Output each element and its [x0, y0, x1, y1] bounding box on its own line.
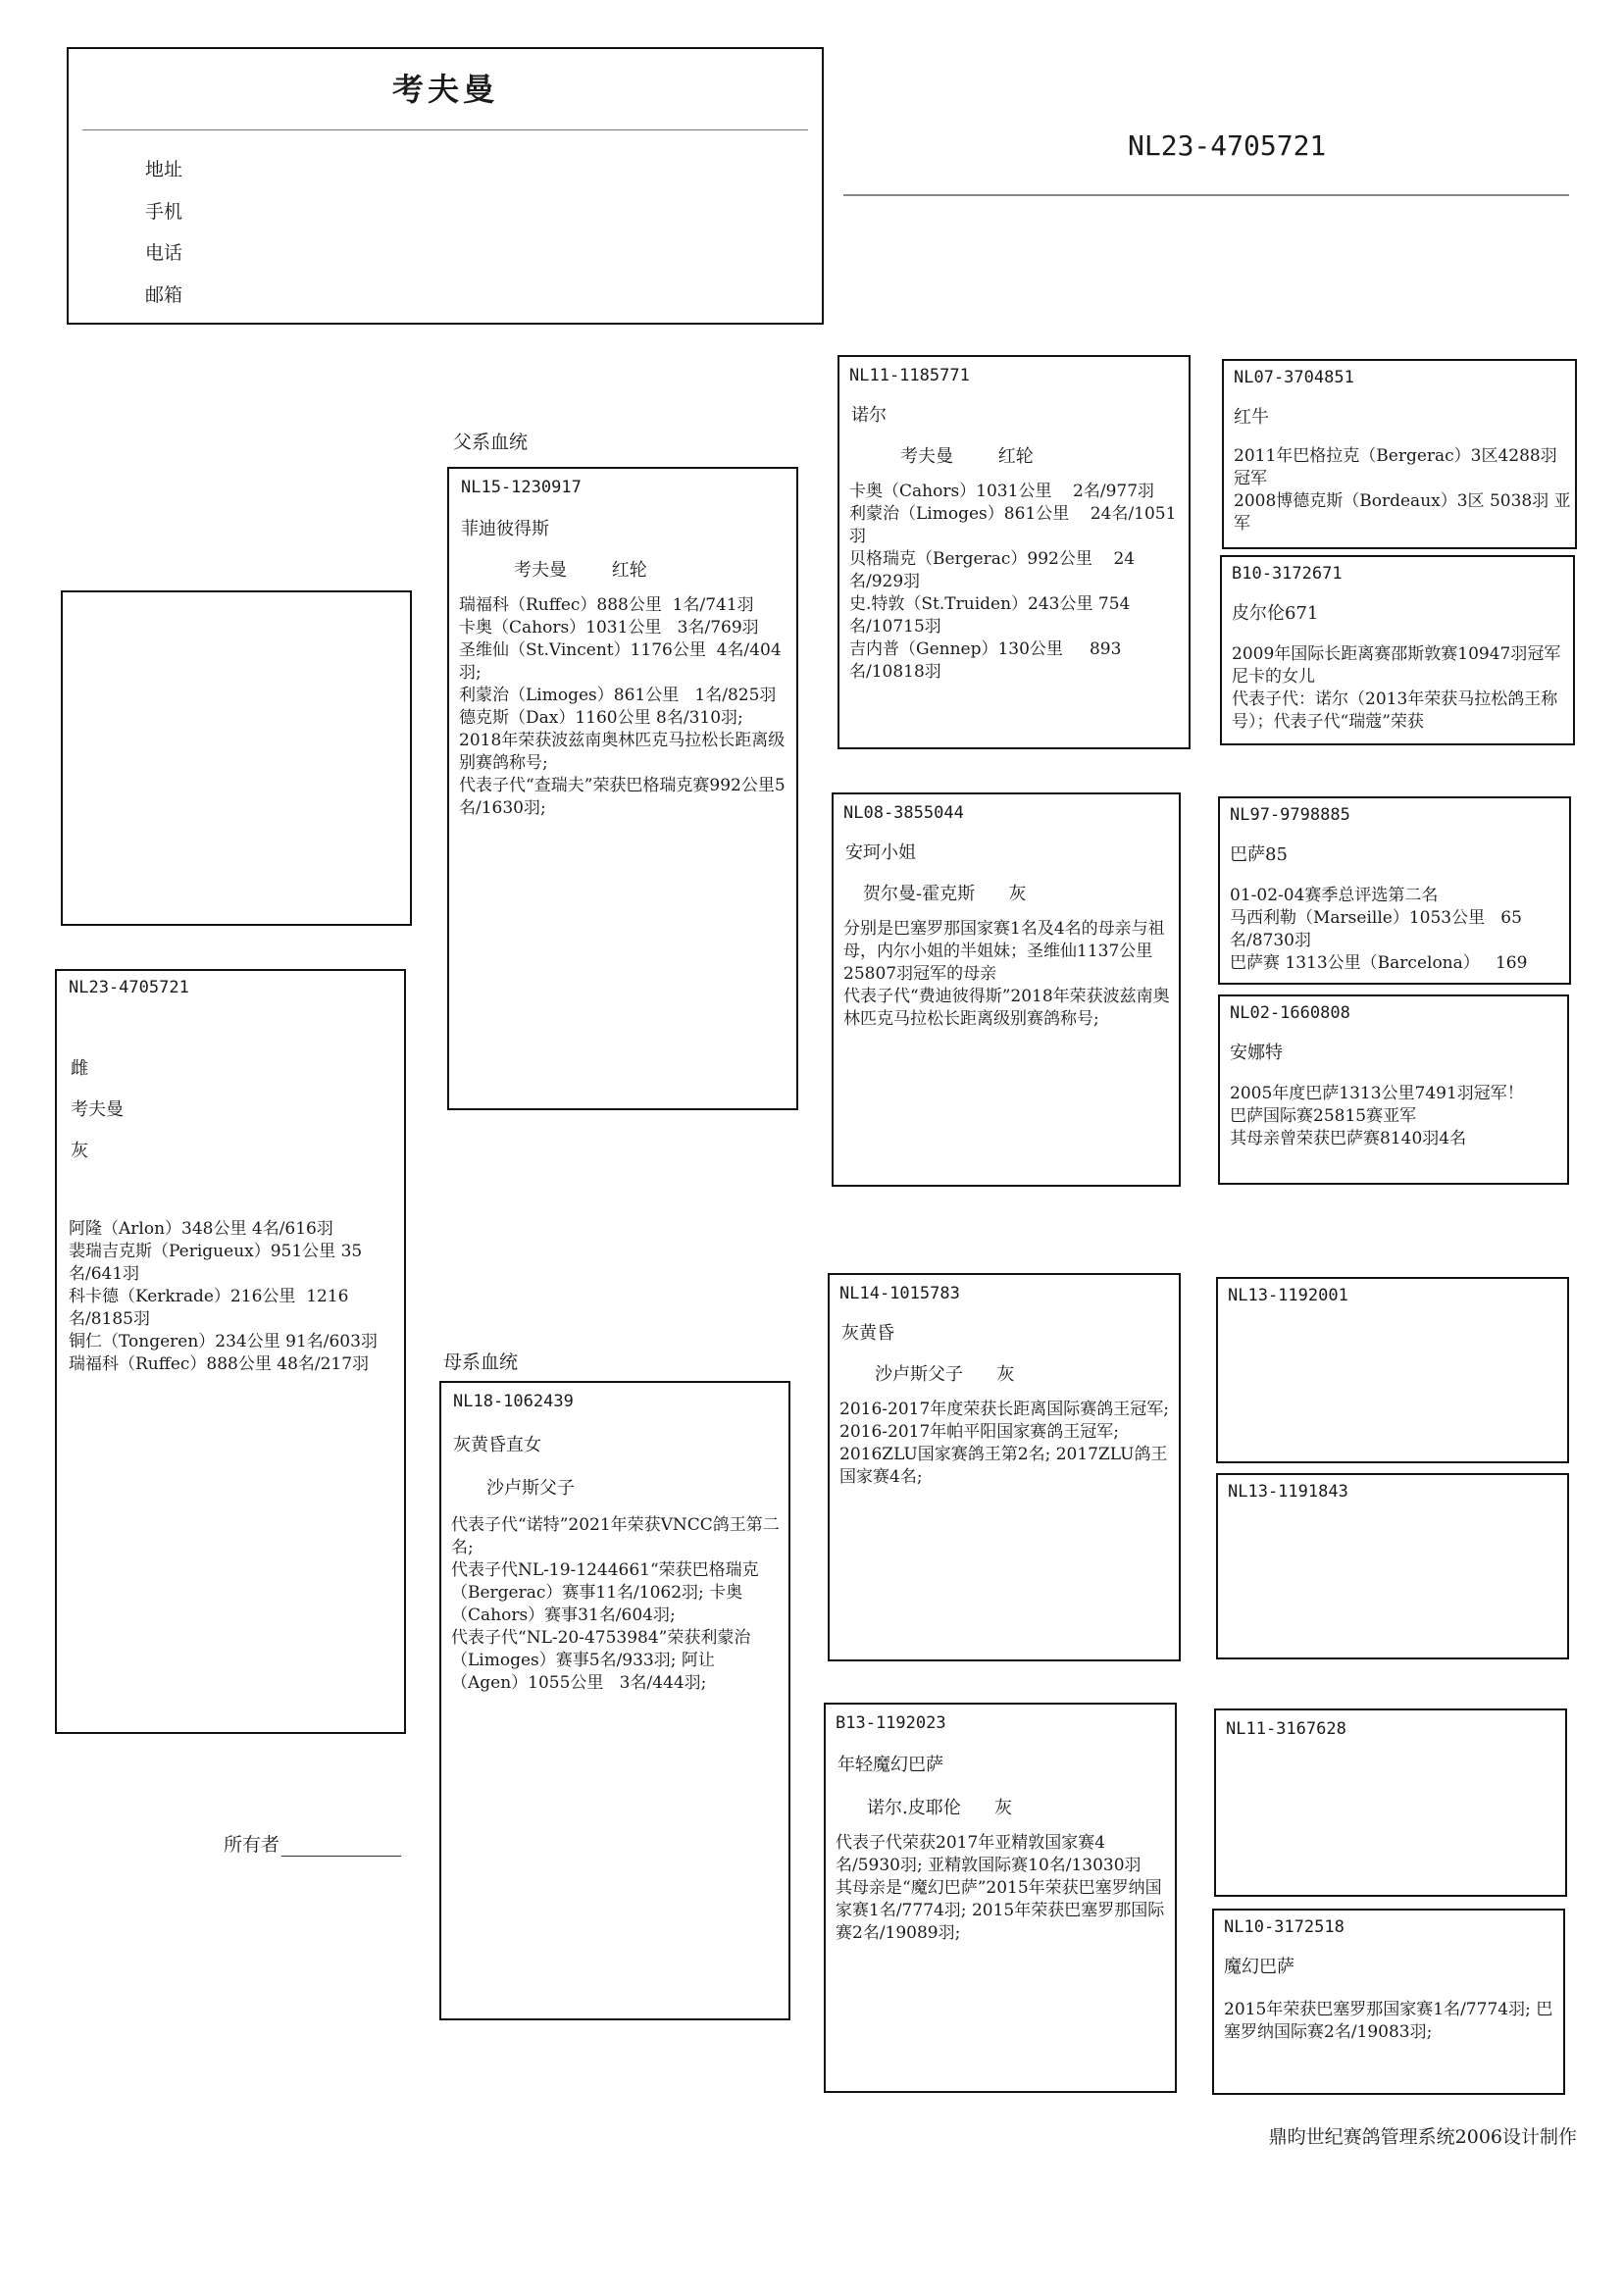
sdd-name: 安娜特 — [1230, 1043, 1283, 1063]
ss-breeder-color: 考夫曼 红轮 — [900, 446, 1034, 467]
subject-card — [55, 969, 406, 1734]
sd-notes: 分别是巴塞罗那国家赛1名及4名的母亲与祖母，内尔小姐的半姐妹；圣维仙1137公里25807羽冠军的母亲 代表子代“费迪彼得斯”2018年荣获波兹南奥林匹克马拉松长距离级别赛鸽称号; — [843, 919, 1170, 1029]
ddd-ring: NL10-3172518 — [1224, 1917, 1345, 1937]
dd-ring: B13-1192023 — [836, 1713, 946, 1733]
ss-notes: 卡奥（Cahors）1031公里 2名/977羽 利蒙治（Limoges）861公里 24名/1051羽 贝格瑞克（Bergerac）992公里 24名/929羽 史.特敦（St.Truiden）243公里 754名/10715羽 吉内普（Gennep）130公里 893名/10818羽 — [849, 482, 1177, 682]
footer-credit: 鼎昀世纪赛鸽管理系统2006设计制作 — [1268, 2126, 1577, 2148]
header-divider — [82, 129, 808, 130]
subject-results: 阿隆（Arlon）348公里 4名/616羽 裴瑞吉克斯（Perigueux）951公里 35名/641羽 科卡德（Kerkrade）216公里 1216名/8185羽 铜仁（Tongeren）234公里 91名/603羽 瑞福科（Ruffec）888公里 48名/217羽 — [69, 1219, 378, 1374]
owner-header-box — [67, 47, 824, 325]
ssd-ring: B10-3172671 — [1232, 564, 1343, 584]
sire-section-label: 父系血统 — [453, 432, 529, 453]
sdd-card — [1218, 994, 1569, 1185]
dds-ring: NL11-3167628 — [1226, 1719, 1346, 1739]
subject-color: 灰 — [71, 1141, 88, 1161]
sds-card — [1218, 796, 1571, 985]
ss-name: 诺尔 — [851, 405, 887, 426]
dd-breeder-color: 诺尔.皮耶伦 灰 — [867, 1798, 1013, 1818]
dss-card — [1216, 1277, 1569, 1463]
dam-card — [439, 1381, 790, 2020]
sire-sire-card — [837, 355, 1191, 749]
dam-name: 灰黄昏直女 — [453, 1435, 541, 1455]
sd-name: 安珂小姐 — [845, 842, 916, 863]
mobile-label: 手机 — [145, 201, 183, 223]
sdd-notes: 2005年度巴萨1313公里7491羽冠军！ 巴萨国际赛25815赛亚军 其母亲曾荣获巴萨赛8140羽4名 — [1230, 1084, 1524, 1148]
dam-sire-card — [828, 1273, 1181, 1661]
sd-breeder-color: 贺尔曼-霍克斯 灰 — [863, 884, 1027, 904]
dss-ring: NL13-1192001 — [1228, 1286, 1348, 1305]
sire-ring: NL15-1230917 — [461, 478, 582, 497]
header-ring-number: NL23-4705721 — [1128, 129, 1327, 162]
dsd-card — [1216, 1473, 1569, 1659]
sire-notes: 瑞福科（Ruffec）888公里 1名/741羽 卡奥（Cahors）1031公里 3名/769羽 圣维仙（St.Vincent）1176公里 4名/404羽; 利蒙治（Limoges）861公里 1名/825羽 德克斯（Dax）1160公里 8名/310羽; 2018年荣获波兹南奥林匹克马拉松长距离级别赛鸽称号; 代表子代“查瑞夫”荣获巴格瑞克赛992公里5名/1630羽; — [459, 595, 786, 818]
ddd-card — [1212, 1909, 1565, 2095]
header-ring-underline — [843, 194, 1569, 196]
owner-signature-line — [281, 1838, 401, 1857]
owner-signature-label — [224, 1830, 401, 1857]
sire-dam-card — [832, 792, 1181, 1187]
dd-notes: 代表子代荣获2017年亚精敦国家赛4名/5930羽; 亚精敦国际赛10名/13030羽 其母亲是“魔幻巴萨”2015年荣获巴塞罗纳国家赛1名/7774羽; 2015年荣获巴塞罗那国际赛2名/19089羽; — [836, 1833, 1165, 1943]
sire-breeder-color: 考夫曼 红轮 — [514, 560, 647, 581]
ds-ring: NL14-1015783 — [839, 1284, 960, 1303]
sss-name: 红牛 — [1234, 407, 1269, 428]
subject-breeder: 考夫曼 — [71, 1099, 124, 1120]
ds-breeder-color: 沙卢斯父子 灰 — [875, 1364, 1015, 1385]
address-label: 地址 — [145, 159, 183, 180]
ssd-card — [1220, 555, 1575, 745]
subject-sex: 雌 — [71, 1058, 88, 1079]
ds-notes: 2016-2017年度荣获长距离国际赛鸽王冠军; 2016-2017年帕平阳国家赛鸽王冠军; 2016ZLU国家赛鸽王第2名; 2017ZLU鸽王国家赛4名; — [839, 1400, 1169, 1487]
dam-dam-card — [824, 1703, 1177, 2093]
photo-placeholder — [61, 590, 412, 926]
owner-name: 考夫曼 — [391, 71, 498, 108]
ssd-notes: 2009年国际长距离赛邵斯敦赛10947羽冠军尼卡的女儿 代表子代：诺尔（2013年荣获马拉松鸽王称号）；代表子代“瑞蔻”荣获 — [1232, 644, 1561, 732]
dd-name: 年轻魔幻巴萨 — [837, 1755, 943, 1775]
sss-card — [1222, 359, 1577, 549]
sire-card — [447, 467, 798, 1110]
sss-ring: NL07-3704851 — [1234, 368, 1354, 387]
ssd-name: 皮尔伦671 — [1232, 603, 1319, 624]
sds-name: 巴萨85 — [1230, 844, 1288, 865]
sd-ring: NL08-3855044 — [843, 803, 964, 823]
sds-notes: 01-02-04赛季总评选第二名 马西利勒（Marseille）1053公里 65名/8730羽 巴萨赛 1313公里（Barcelona） 169 — [1230, 886, 1528, 973]
sds-ring: NL97-9798885 — [1230, 805, 1350, 825]
dam-breeder-color: 沙卢斯父子 — [486, 1478, 575, 1499]
owner-label: 所有者 — [224, 1834, 280, 1856]
phone-label: 电话 — [145, 242, 183, 264]
sss-notes: 2011年巴格拉克（Bergerac）3区4288羽冠军 2008博德克斯（Bordeaux）3区 5038羽 亚军 — [1234, 446, 1571, 534]
ds-name: 灰黄昏 — [841, 1323, 894, 1344]
ss-ring: NL11-1185771 — [849, 366, 970, 385]
dsd-ring: NL13-1191843 — [1228, 1482, 1348, 1502]
dam-ring: NL18-1062439 — [453, 1392, 574, 1411]
ddd-name: 魔幻巴萨 — [1224, 1957, 1294, 1977]
sdd-ring: NL02-1660808 — [1230, 1003, 1350, 1023]
dds-card — [1214, 1708, 1567, 1897]
ddd-notes: 2015年荣获巴塞罗那国家赛1名/7774羽; 巴塞罗纳国际赛2名/19083羽; — [1224, 2000, 1553, 2042]
subject-ring: NL23-4705721 — [69, 978, 189, 997]
sire-name: 菲迪彼得斯 — [461, 519, 549, 539]
dam-notes: 代表子代“诺特”2021年荣获VNCC鸽王第二名; 代表子代NL-19-1244661“荣获巴格瑞克（Bergerac）赛事11名/1062羽; 卡奥（Cahors）赛事31名/604羽; 代表子代“NL-20-4753984”荣获利蒙治（Limoges）赛事5名/933羽; 阿让（Agen）1055公里 3名/444羽; — [451, 1515, 780, 1693]
dam-section-label: 母系血统 — [443, 1351, 519, 1373]
email-label: 邮箱 — [145, 284, 183, 306]
